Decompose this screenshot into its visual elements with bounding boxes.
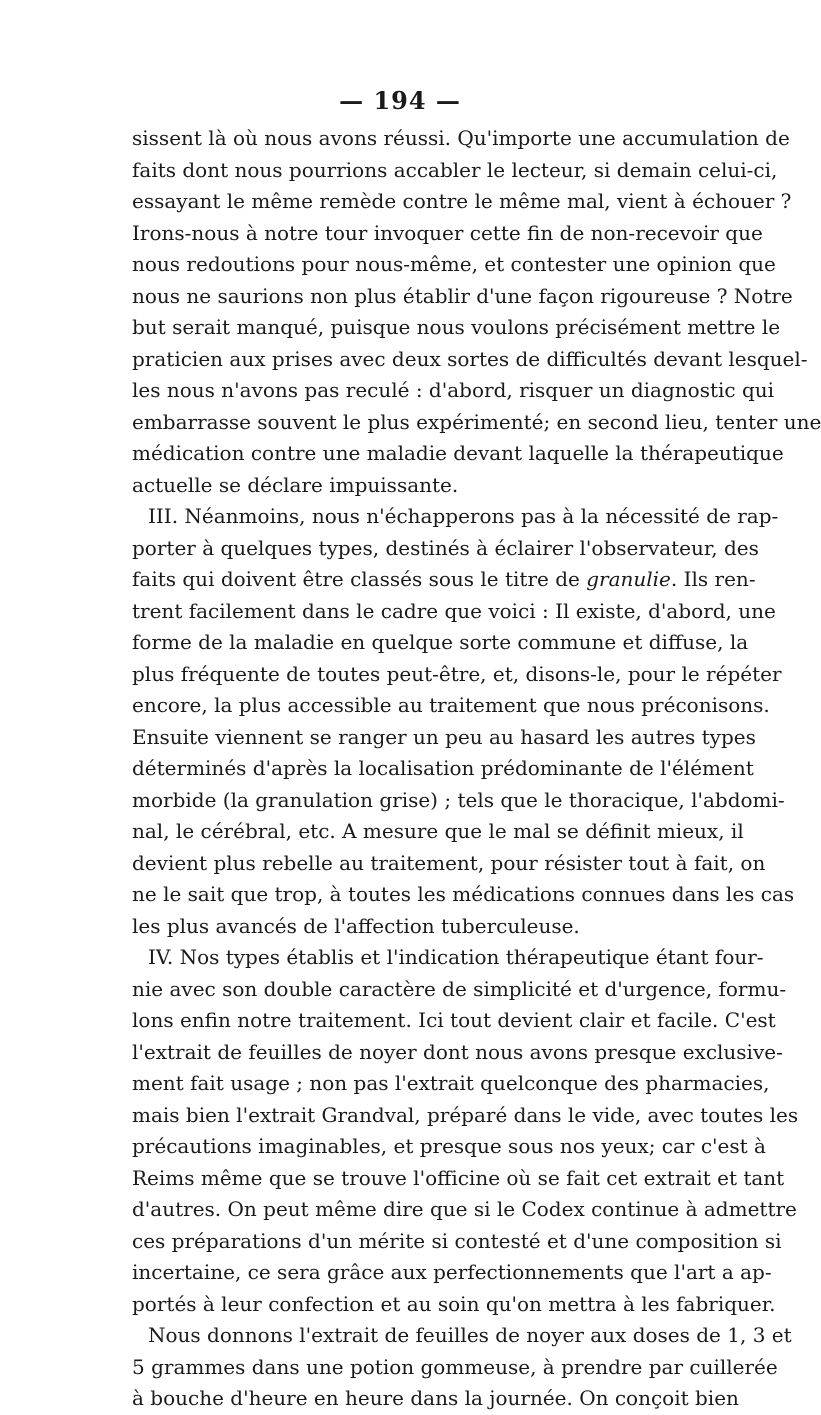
text-line: actuelle se déclare impuissante. <box>132 472 459 497</box>
text-line: devient plus rebelle au traitement, pour résister tout à fait, on <box>132 850 766 875</box>
text-line: lons enfin notre traitement. Ici tout devient clair et facile. C'est <box>132 1008 776 1032</box>
text-line: Nous donnons l'extrait de feuilles de noyer aux doses de 1, 3 et <box>148 1323 792 1347</box>
text-line: plus fréquente de toutes peut-être, et, disons-le, pour le répéter <box>132 661 782 686</box>
text-line: Irons-nous à notre tour invoquer cette fin de non-recevoir que <box>132 220 763 245</box>
text-line: but serait manqué, puisque nous voulons précisément mettre le <box>132 315 781 339</box>
text-line: trent facilement dans le cadre que voici : Il existe, d'abord, une <box>132 598 776 623</box>
text-line: d'autres. On peut même dire que si le Codex continue à admettre <box>132 1197 797 1221</box>
text-line: encore, la plus accessible au traitement que nous préconisons. <box>132 693 770 717</box>
text-line: portés à leur confection et au soin qu'on mettra à les fabriquer. <box>132 1291 776 1316</box>
text-line: praticien aux prises avec deux sortes de difficultés devant lesquel- <box>132 346 808 371</box>
text-line: porter à quelques types, destinés à éclairer l'observateur, des <box>132 535 759 560</box>
text-line: à bouche d'heure en heure dans la journée. On conçoit bien <box>132 1386 739 1410</box>
text-line: faits qui doivent être classés sous le titre de granulie. Ils ren- <box>132 567 756 591</box>
text-line: les plus avancés de l'affection tuberculeuse. <box>132 913 580 938</box>
text-line: nal, le cérébral, etc. A mesure que le mal se définit mieux, il <box>132 819 744 843</box>
text-line: forme de la maladie en quelque sorte commune et diffuse, la <box>132 630 749 654</box>
text-line: mais bien l'extrait Grandval, préparé dans le vide, avec toutes les <box>132 1102 799 1127</box>
text-line: nie avec son double caractère de simplicité et d'urgence, formu- <box>132 976 787 1001</box>
text-line: morbide (la granulation grise) ; tels que le thoracique, l'abdomi- <box>132 787 785 812</box>
text-line: précautions imaginables, et presque sous nos yeux; car c'est à <box>132 1134 766 1158</box>
italic-term: granulie <box>586 567 671 591</box>
text-line: Ensuite viennent se ranger un peu au hasard les autres types <box>132 724 756 749</box>
text-line: embarrasse souvent le plus expérimenté; en second lieu, tenter une <box>132 409 821 434</box>
text-line: III. Néanmoins, nous n'échapperons pas à la nécessité de rap- <box>148 504 779 528</box>
text-line: sissent là où nous avons réussi. Qu'importe une accumulation de <box>132 126 790 150</box>
text-line: IV. Nos types établis et l'indication thérapeutique étant four- <box>148 945 764 969</box>
text-line: ne le sait que trop, à toutes les médications connues dans les cas <box>132 882 795 906</box>
text-line: incertaine, ce sera grâce aux perfectionnements que l'art a ap- <box>132 1260 772 1284</box>
text-line: médication contre une maladie devant laquelle la thérapeutique <box>132 441 784 465</box>
text-line: déterminés d'après la localisation prédominante de l'élément <box>132 756 754 780</box>
text-line: ces préparations d'un mérite si contesté et d'une composition si <box>132 1228 782 1253</box>
text-line: ment fait usage ; non pas l'extrait quelconque des pharmacies, <box>132 1071 770 1095</box>
page-number: — 194 — <box>339 86 461 115</box>
text-line: Reims même que se trouve l'officine où se fait cet extrait et tant <box>132 1165 785 1190</box>
text-line: les nous n'avons pas reculé : d'abord, risquer un diagnostic qui <box>132 378 775 402</box>
body-text <box>132 123 821 1415</box>
text-line: faits dont nous pourrions accabler le lecteur, si demain celui-ci, <box>132 157 778 182</box>
text-line: nous redoutions pour nous-même, et contester une opinion que <box>132 252 776 276</box>
text-line: nous ne saurions non plus établir d'une façon rigoureuse ? Notre <box>132 283 793 308</box>
text-line: 5 grammes dans une potion gommeuse, à prendre par cuillerée <box>132 1354 778 1379</box>
text-line: l'extrait de feuilles de noyer dont nous avons presque exclusive- <box>132 1039 783 1064</box>
text-line: essayant le même remède contre le même mal, vient à échouer ? <box>132 189 792 213</box>
